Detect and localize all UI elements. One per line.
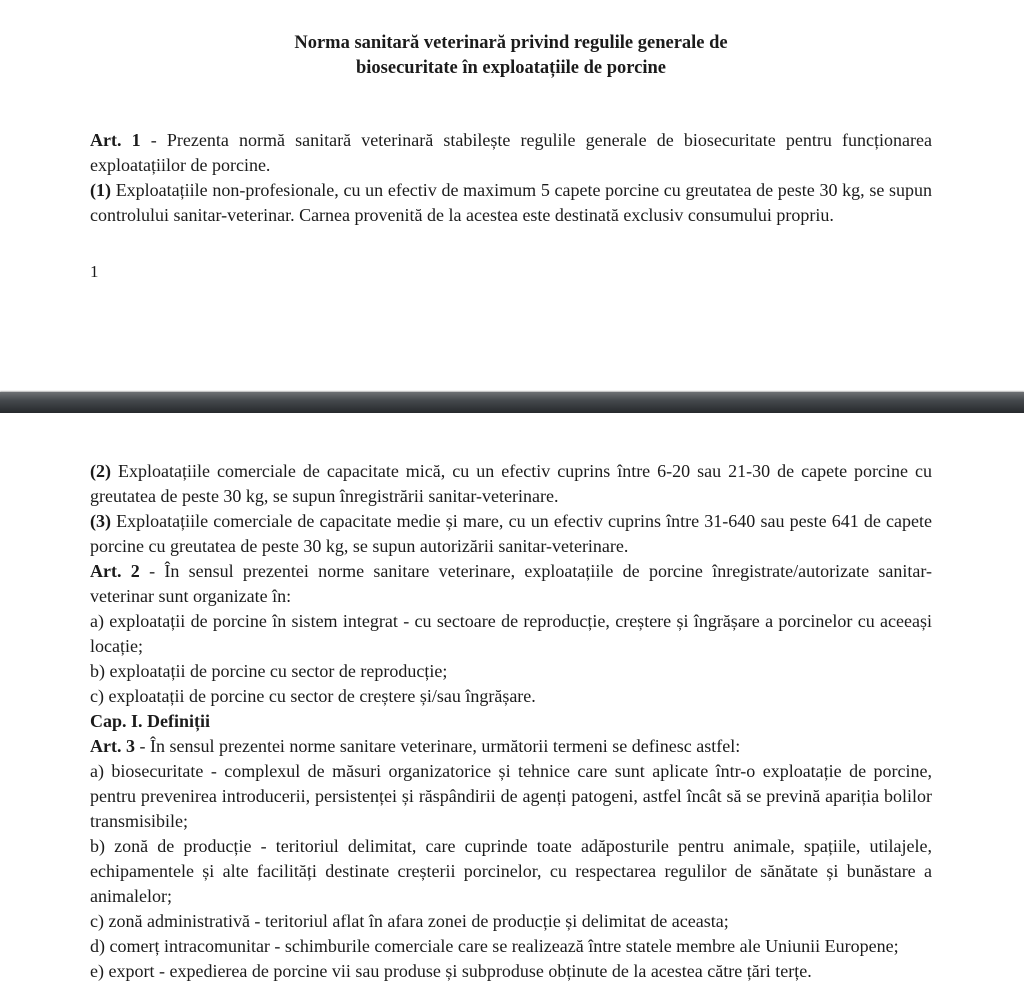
page-separator [0,392,1024,413]
page-number: 1 [90,262,99,281]
paragraph-lead: (1) [90,180,111,200]
paragraph: b) zonă de producție - teritoriul delimitat, care cuprinde toate adăposturile pentru animale, spațiile, utilajele, echipamentele și alte facilități destinate creșterii porcinelor, cu respectarea regulilor de sănătate și bunăstare a animalelor; [90,836,932,906]
paragraph [90,709,932,734]
page-1 [0,0,1024,392]
paragraph-lead: Art. 2 [90,561,140,581]
paragraph: b) exploatații de porcine cu sector de reproducție; [90,661,448,681]
paragraph: (1) Exploatațiile non-profesionale, cu un efectiv de maximum 5 capete porcine cu greutatea de peste 30 kg, se supun controlului sanitar-veterinar. Carnea provenită de la acestea este destinată exclusiv consumului propriu. [90,180,932,225]
paragraph: a) biosecuritate - complexul de măsuri organizatorice și tehnice care sunt aplicate într-o exploatație de porcine, pentru prevenirea introducerii, persistenței și răspândirii de agenți patogeni, astfel încât să se prevină apariția bolilor transmisibile; [90,761,932,831]
paragraph: c) exploatații de porcine cu sector de creștere și/sau îngrășare. [90,686,536,706]
page-2 [0,413,1024,984]
paragraph: Art. 3 - În sensul prezentei norme sanitare veterinare, următorii termeni se definesc astfel: [90,736,741,756]
document-title-line-2: biosecuritate în exploatațiile de porcine [355,58,666,78]
paragraph: a) exploatații de porcine în sistem integrat - cu sectoare de reproducție, creștere și îngrășare a porcinelor cu aceeași locație; [90,611,932,656]
page-2-paragraphs [90,459,932,984]
page-1-paragraphs [90,128,932,228]
paragraph: d) comerț intracomunitar - schimburile comerciale care se realizează între statele membre ale Uniunii Europene; [90,936,899,956]
paragraph-lead: (3) [90,511,111,531]
paragraph-lead: Cap. I. Definiții [90,711,211,731]
paragraph: c) zonă administrativă - teritoriul aflat în afara zonei de producție și delimitat de aceasta; [90,911,729,931]
paragraph-lead: Art. 3 [90,736,135,756]
paragraph-lead: Art. 1 [90,130,141,150]
document-title [90,31,932,81]
paragraph: e) export - expedierea de porcine vii sau produse și subproduse obținute de la acestea către țări terțe. [90,961,812,981]
document-title-line-1: Norma sanitară veterinară privind regulile generale de [294,33,728,53]
paragraph: Art. 2 - În sensul prezentei norme sanitare veterinare, exploatațiile de porcine înregistrate/autorizate sanitar-veterinar sunt organizate în: [90,561,933,606]
paragraph: (2) Exploatațiile comerciale de capacitate mică, cu un efectiv cuprins între 6-20 sau 21-30 de capete porcine cu greutatea de peste 30 kg, se supun înregistrării sanitar-veterinare. [90,461,933,506]
paragraph: (3) Exploatațiile comerciale de capacitate medie și mare, cu un efectiv cuprins între 31-640 sau peste 641 de capete porcine cu greutatea de peste 30 kg, se supun autorizării sanitar-veterinare. [90,511,933,556]
paragraph-lead: (2) [90,461,111,481]
paragraph: Art. 1 - Prezenta normă sanitară veterinară stabilește regulile generale de biosecuritate pentru funcționarea exploatațiilor de porcine. [90,130,933,175]
